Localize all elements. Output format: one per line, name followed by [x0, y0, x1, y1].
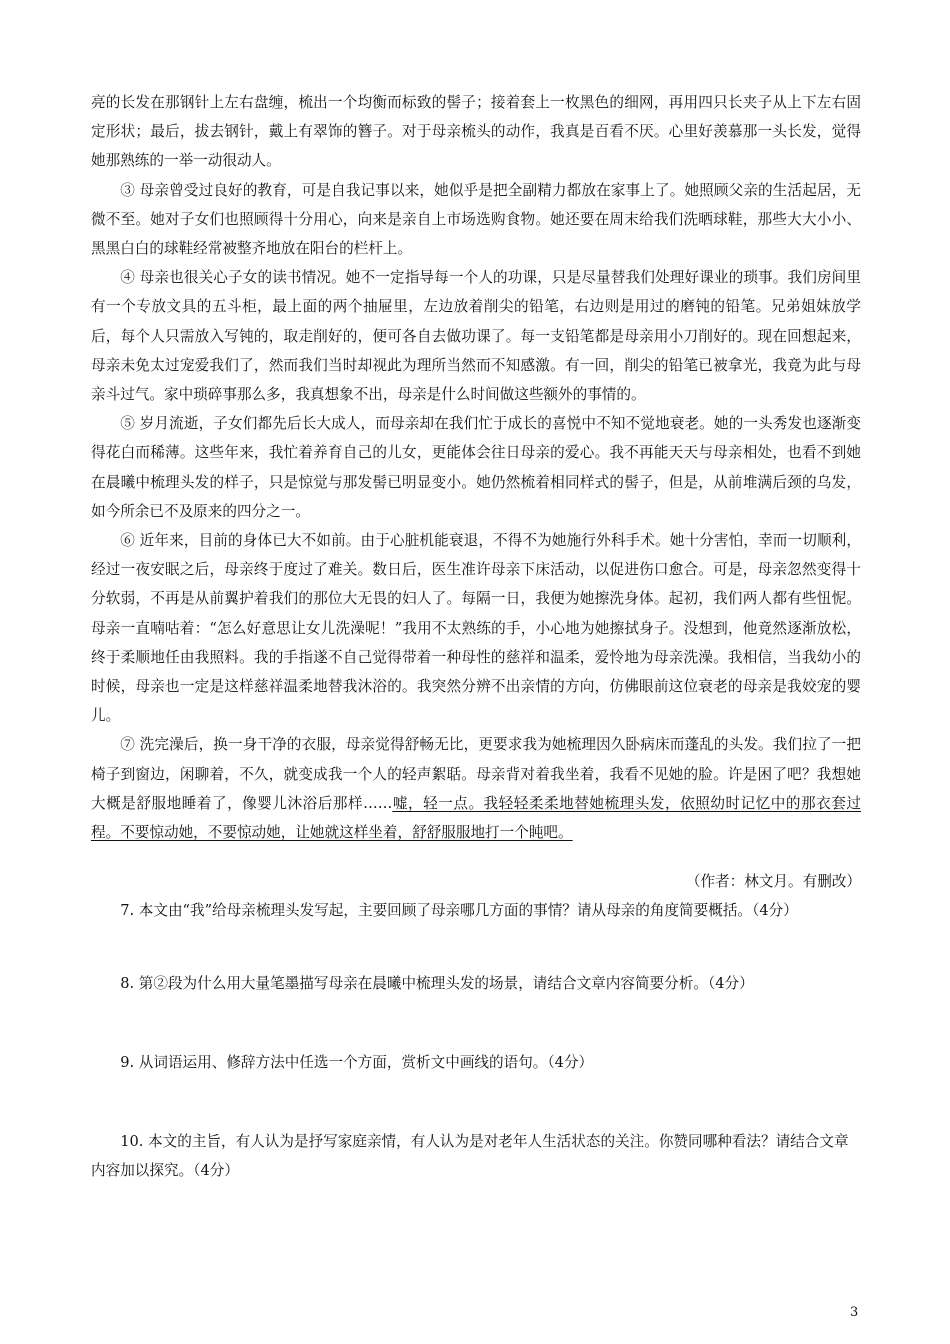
- reading-passage: [91, 88, 861, 1185]
- question-8: 8. 第②段为什么用大量笔墨描写母亲在晨曦中梳理头发的场景，请结合文章内容简要分析。（4分）: [120, 975, 754, 993]
- author-credit: （作者：林文月。有删改）: [685, 873, 861, 891]
- underlined-sentence: 嘘，轻一点。我轻轻柔柔地替她梳理头发，依照幼时记忆中的那衣套过程。不要惊动她，不要惊动她，让她就这样坐着，舒舒服服地打一个盹吧。: [91, 794, 861, 842]
- question-10: 10. 本文的主旨，有人认为是抒写家庭亲情，有人认为是对老年人生活状态的关注。你赞同哪种看法？请结合文章内容加以探究。（4分）: [91, 1133, 849, 1180]
- paragraph-7-text: ⑦ 洗完澡后，换一身干净的衣服，母亲觉得舒畅无比，更要求我为她梳理因久卧病床而蓬乱的头发。我们拉了一把椅子到窗边，闲聊着，不久，就变成我一个人的轻声絮聒。母亲背对着我坐着，我看不见她的脸。许是困了吧？我想她大概是舒服地睡着了，像婴儿沐浴后那样……: [91, 736, 861, 812]
- paragraph-3: ③ 母亲曾受过良好的教育，可是自我记事以来，她似乎是把全副精力都放在家事上了。她照顾父亲的生活起居，无微不至。她对子女们也照顾得十分用心，向来是亲自上市场选购食物。她还要在周末给我们洗晒球鞋，那些大大小小、黑黑白白的球鞋经常被整齐地放在阳台的栏杆上。: [91, 181, 861, 258]
- paragraph-6: ⑥ 近年来，目前的身体已大不如前。由于心脏机能衰退，不得不为她施行外科手术。她十分害怕，幸而一切顺利，经过一夜安眠之后，母亲终于度过了难关。数日后，医生准许母亲下床活动，以促进伤口愈合。可是，母亲忽然变得十分软弱，不再是从前翼护着我们的那位大无畏的妇人了。每隔一日，我便为她擦洗身体。起初，我们两人都有些忸怩。母亲一直喃咕着：“怎么好意思让女儿洗澡呢！”我用不太熟练的手，小心地为她擦拭身子。没想到，他竟然逐渐放松，终于柔顺地任由我照料。我的手指遂不自己觉得带着一种母性的慈祥和温柔，爱怜地为母亲洗澡。我相信，当我幼小的时候，母亲也一定是这样慈祥温柔地替我沐浴的。我突然分辨不出亲情的方向，仿佛眼前这位衰老的母亲是我姣宠的婴儿。: [91, 532, 861, 725]
- paragraph-7: [91, 730, 861, 847]
- paragraph-4: ④ 母亲也很关心子女的读书情况。她不一定指导每一个人的功课，只是尽量替我们处理好课业的琐事。我们房间里有一个专放文具的五斗柜，最上面的两个抽屉里，左边放着削尖的铅笔，右边则是用过的磨钝的铅笔。兄弟姐妹放学后，每个人只需放入写钝的，取走削好的，便可各自去做功课了。每一支铅笔都是母亲用小刀削好的。现在回想起来，母亲未免太过宠爱我们了，然而我们当时却视此为理所当然而不知感激。有一回，削尖的铅笔已被拿光，我竟为此与母亲斗过气。家中琐碎事那么多，我真想象不出，母亲是什么时间做这些额外的事情的。: [91, 269, 861, 404]
- page-number: 3: [850, 1305, 859, 1320]
- paragraph-5: ⑤ 岁月流逝，子女们都先后长大成人，而母亲却在我们忙于成长的喜悦中不知不觉地衰老。她的一头秀发也逐渐变得花白而稀薄。这些年来，我忙着养育自己的儿女，更能体会往日母亲的爱心。我不再能天天与母亲相处，也看不到她在晨曦中梳理头发的样子，只是惊觉与那发髻已明显变小。她仍然梳着相同样式的髻子，但是，从前堆满后颈的乌发，如今所余已不及原来的四分之一。: [91, 415, 861, 520]
- paragraph-2-continued: 亮的长发在那钢针上左右盘缠，梳出一个均衡而标致的髻子；接着套上一枚黑色的细网，再用四只长夹子从上下左右固定形状；最后，拔去钢针，戴上有翠饰的簪子。对于母亲梳头的动作，我真是百看不厌。心里好羡慕那一头长发，觉得她那熟练的一举一动很动人。: [91, 94, 861, 170]
- question-7: 7. 本文由“我”给母亲梳理头发写起，主要回顾了母亲哪几方面的事情？请从母亲的角度简要概括。（4分）: [120, 902, 798, 920]
- question-9: 9. 从词语运用、修辞方法中任选一个方面，赏析文中画线的语句。（4分）: [120, 1054, 594, 1072]
